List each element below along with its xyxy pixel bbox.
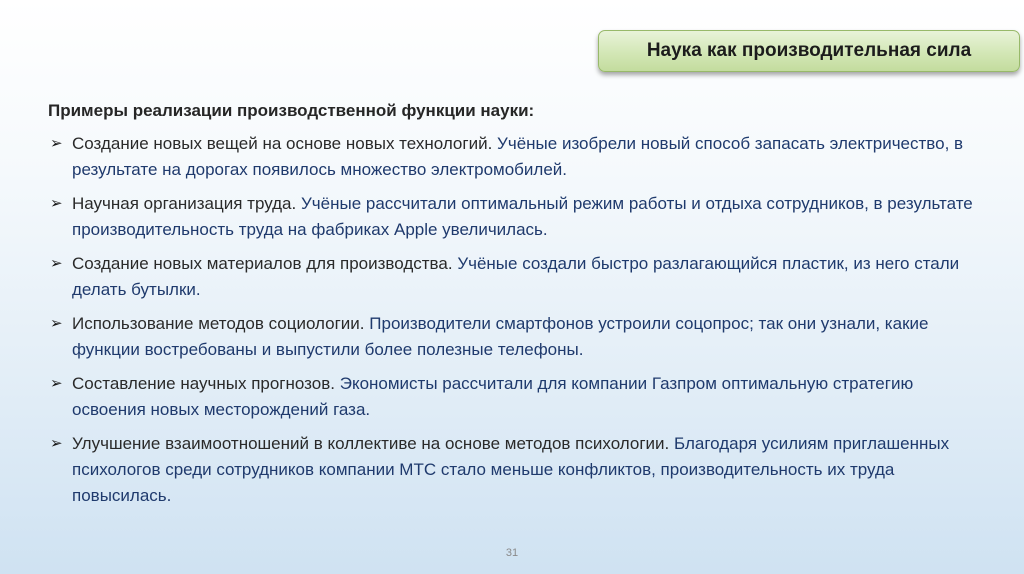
- bullet-detail: Учёные создали быстро разлагающийся пластик, из него стали делать бутылки.: [72, 254, 960, 299]
- bullet-lead: Составление научных прогнозов.: [72, 374, 335, 393]
- arrow-bullet-icon: ➢: [50, 315, 63, 332]
- arrow-bullet-icon: ➢: [50, 195, 63, 212]
- arrow-bullet-icon: ➢: [50, 255, 63, 272]
- title-box: [598, 30, 1020, 72]
- bullet-lead: Создание новых материалов для производства.: [72, 254, 453, 273]
- bullet-lead: Улучшение взаимоотношений в коллективе на основе методов психологии.: [72, 434, 670, 453]
- bullet-item: [48, 191, 978, 243]
- bullet-item: [48, 371, 978, 423]
- bullet-item: [48, 251, 978, 303]
- bullet-lead: Научная организация труда.: [72, 194, 297, 213]
- bullet-detail: Благодаря усилиям приглашенных психологов среди сотрудников компании МТС стало меньше конфликтов, производительность их труда повысилась.: [72, 434, 950, 505]
- content-heading: Примеры реализации производственной функции науки:: [48, 101, 535, 120]
- slide-title: Наука как производительная сила: [646, 40, 972, 61]
- bullet-lead: Создание новых вещей на основе новых технологий.: [72, 134, 493, 153]
- bullet-item: [48, 131, 978, 183]
- bullet-item: [48, 311, 978, 363]
- bullet-item: [48, 431, 978, 509]
- bullet-detail: Учёные рассчитали оптимальный режим работы и отдыха сотрудников, в результате производительность труда на фабриках Apple увеличилась.: [72, 194, 973, 239]
- content-area: [48, 98, 978, 517]
- arrow-bullet-icon: ➢: [50, 135, 63, 152]
- page-number: 31: [505, 547, 519, 559]
- bullet-detail: Производители смартфонов устроили соцопрос; так они узнали, какие функции востребованы и выпустили более полезные телефоны.: [72, 314, 929, 359]
- bullet-detail: Экономисты рассчитали для компании Газпром оптимальную стратегию освоения новых месторождений газа.: [72, 374, 914, 419]
- arrow-bullet-icon: ➢: [50, 435, 63, 452]
- bullet-lead: Использование методов социологии.: [72, 314, 365, 333]
- arrow-bullet-icon: ➢: [50, 375, 63, 392]
- bullet-detail: Учёные изобрели новый способ запасать электричество, в результате на дорогах появилось множество электромобилей.: [72, 134, 964, 179]
